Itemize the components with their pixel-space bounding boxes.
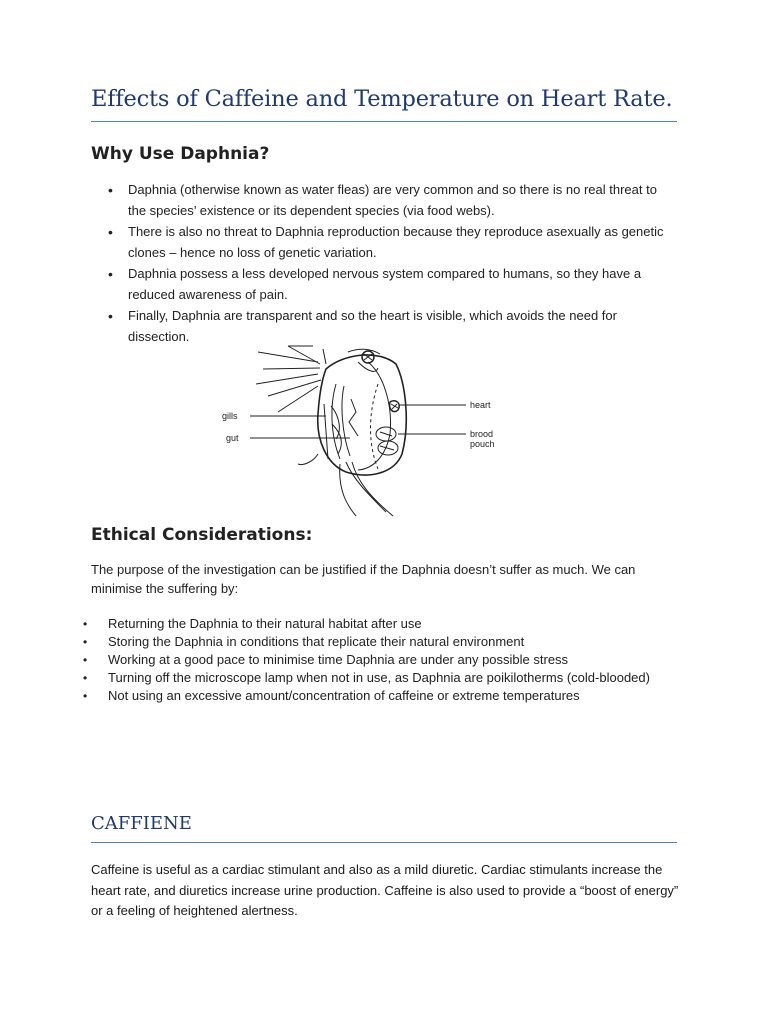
ethics-list: [82, 615, 672, 705]
daphnia-diagram: [218, 344, 504, 519]
list-item: • There is also no threat to Daphnia reproduction because they reproduce asexually as genetic clones – hence no loss of genetic variation.: [104, 222, 674, 263]
list-item: • Daphnia (otherwise known as water fleas) are very common and so there is no real threat to the species’ existence or its dependent species (via food webs).: [104, 180, 674, 221]
list-item: • Daphnia possess a less developed nervous system compared to humans, so they have a reduced awareness of pain.: [104, 264, 674, 305]
heart-label: heart: [470, 400, 491, 410]
caffeine-paragraph: Caffeine is useful as a cardiac stimulant and also as a mild diuretic. Cardiac stimulants increase the heart rate, and diuretics increase urine production. Caffeine is also used to provide a “boost of energy” or a feeling of heightened alertness.: [91, 862, 679, 918]
why-daphnia-list: [104, 180, 674, 348]
caffeine-heading: CAFFIENE: [91, 813, 192, 834]
ethics-intro-paragraph: The purpose of the investigation can be justified if the Daphnia doesn’t suffer as much. We can minimise the suffering by:: [91, 562, 636, 596]
pouch-label: pouch: [470, 439, 495, 449]
list-item: • Storing the Daphnia in conditions that replicate their natural environment: [82, 633, 672, 651]
list-item: • Returning the Daphnia to their natural habitat after use: [82, 615, 672, 633]
brood-label: brood: [470, 429, 494, 439]
caffeine-divider: [91, 842, 677, 843]
document-title: Effects of Caffeine and Temperature on Heart Rate.: [91, 86, 673, 112]
gills-label: gills: [222, 411, 238, 421]
why-daphnia-heading: Why Use Daphnia?: [91, 144, 270, 164]
list-item: • Turning off the microscope lamp when not in use, as Daphnia are poikilotherms (cold-blooded): [82, 669, 672, 687]
ethical-considerations-heading: Ethical Considerations:: [91, 525, 313, 545]
list-item: • Working at a good pace to minimise time Daphnia are under any possible stress: [82, 651, 672, 669]
gut-label: gut: [226, 433, 239, 443]
list-item: • Finally, Daphnia are transparent and so the heart is visible, which avoids the need for dissection.: [104, 306, 674, 347]
list-item: • Not using an excessive amount/concentration of caffeine or extreme temperatures: [82, 687, 672, 705]
title-divider: [91, 121, 677, 122]
